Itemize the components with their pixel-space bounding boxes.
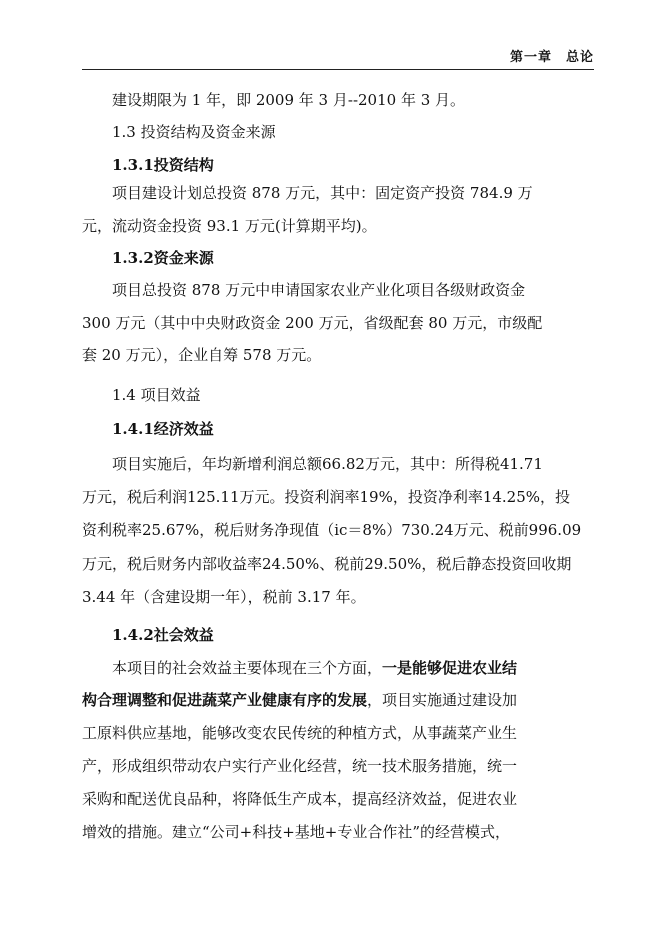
- text-line: 增效的措施。建立“公司+科技+基地+专业合作社”的经营模式，: [82, 823, 511, 841]
- text-line: 300 万元（其中中央财政资金 200 万元，省级配套 80 万元，市级配: [82, 314, 543, 332]
- text-line: 元，流动资金投资 93.1 万元(计算期平均)。: [82, 217, 377, 235]
- page-header: [82, 44, 594, 70]
- text-line: 项目建设计划总投资 878 万元，其中：固定资产投资 784.9 万: [112, 184, 533, 202]
- text-line: 万元，税后财务内部收益率24.50%、税前29.50%，税后静态投资回收期: [82, 555, 572, 573]
- text-line: [82, 690, 517, 710]
- text-line: 套 20 万元），企业自筹 578 万元。: [82, 346, 322, 364]
- section-heading: 1.4.2社会效益: [112, 626, 214, 644]
- chapter-title: 第一章 总论: [509, 50, 594, 65]
- header-rule: [82, 69, 594, 70]
- text-line: 万元，税后利润125.11万元。投资利润率19%，投资净利率14.25%，投: [82, 488, 571, 506]
- text-segment: ，项目实施通过建设加: [367, 691, 518, 709]
- emphasis-text: 一是能够促进农业结: [382, 659, 518, 677]
- text-line: 资利税率25.67%，税后财务净现值（ic＝8%）730.24万元、税前996.09: [82, 521, 582, 539]
- text-line: [82, 658, 517, 678]
- text-line: 采购和配送优良品种，将降低生产成本，提高经济效益，促进农业: [82, 790, 518, 808]
- text-line: 产，形成组织带动农户实行产业化经营，统一技术服务措施，统一: [82, 757, 518, 775]
- text-segment: 本项目的社会效益主要体现在三个方面，: [112, 659, 383, 677]
- text-line: 建设期限为 1 年，即 2009 年 3 月--2010 年 3 月。: [112, 91, 466, 109]
- text-line: 工原料供应基地，能够改变农民传统的种植方式，从事蔬菜产业生: [82, 724, 518, 742]
- text-line: 项目实施后，年均新增利润总额66.82万元，其中：所得税41.71: [112, 455, 543, 473]
- section-heading: 1.4.1经济效益: [112, 420, 214, 438]
- text-line: 项目总投资 878 万元中申请国家农业产业化项目各级财政资金: [112, 281, 526, 299]
- emphasis-text: 构合理调整和促进蔬菜产业健康有序的发展: [82, 691, 368, 709]
- text-line: 1.3 投资结构及资金来源: [112, 123, 276, 141]
- section-heading: 1.3.1投资结构: [112, 156, 214, 174]
- text-line: 3.44 年（含建设期一年），税前 3.17 年。: [82, 588, 366, 606]
- section-heading: 1.3.2资金来源: [112, 249, 214, 267]
- text-line: 1.4 项目效益: [112, 386, 201, 404]
